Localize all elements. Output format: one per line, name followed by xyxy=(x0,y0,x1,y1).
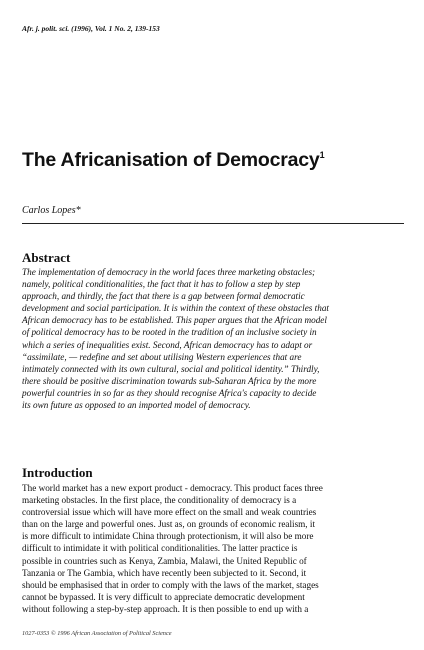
abstract-line: African democracy has to be established. This paper argues that the African model xyxy=(22,315,327,326)
intro-line: possible in countries such as Kenya, Zambia, Malawi, the United Republic of xyxy=(22,555,307,566)
intro-line: is more difficult to intimidate China through protectionism, it will also be more xyxy=(22,531,314,542)
abstract-line: intimately connected with its own cultural, social and political identity.” Thirdly, xyxy=(22,363,320,374)
paper-title-text: The Africanisation of Democracy xyxy=(22,149,320,171)
intro-line: difficult to intimidate it with political conditionalities. The latter practice is xyxy=(22,543,298,554)
author-name: Carlos Lopes* xyxy=(22,205,81,216)
intro-line: Tanzania or The Gambia, which have recently been subjected to it. Second, it xyxy=(22,567,307,578)
introduction-heading: Introduction xyxy=(22,465,93,480)
abstract-line: of political democracy has to be rooted in the tradition of an inclusive society in xyxy=(22,327,317,338)
abstract-line: The implementation of democracy in the world faces three marketing obstacles; xyxy=(22,267,316,277)
introduction-body xyxy=(22,482,404,615)
title-footnote-mark: 1 xyxy=(319,149,325,160)
abstract-line: namely, political conditionalities, the fact that it has to follow a step by step xyxy=(22,279,301,290)
copyright-footer: 1027-0353 © 1996 African Association of Political Science xyxy=(22,630,172,637)
intro-line: cannot be bypassed. It is very difficult to appreciate democratic development xyxy=(22,591,305,602)
paper-title xyxy=(22,149,324,172)
abstract-line: “assimilate, — redefine and set about utilising Western experiences that are xyxy=(22,351,302,362)
intro-line: The world market has a new export product - democracy. This product faces three xyxy=(22,483,323,493)
abstract-line: which a series of inequalities exist. Second, African democracy has to adapt or xyxy=(22,339,313,350)
abstract-line: powerful countries in so far as they should recognise Africa's capacity to decide xyxy=(22,387,317,398)
abstract-line: its own future as opposed to an imported model of democracy. xyxy=(22,400,251,411)
abstract-line: approach, and thirdly, the fact that there is a gap between formal democratic xyxy=(22,291,305,302)
abstract-line: there should be positive discrimination towards sub-Saharan Africa by the more xyxy=(22,375,317,386)
abstract-body xyxy=(22,266,404,411)
abstract-heading: Abstract xyxy=(22,250,71,265)
intro-line: without following a step-by-step approach. It is then possible to end up with a xyxy=(22,603,309,614)
header-divider xyxy=(22,223,404,224)
journal-reference: Afr. j. polit. sci. (1996), Vol. 1 No. 2, 139-153 xyxy=(22,24,160,33)
abstract-line: development and social participation. It is within the context of these obstacles that xyxy=(22,303,329,314)
intro-line: marketing obstacles. In the first place, the conditionality of democracy is a xyxy=(22,495,297,506)
intro-line: than on the large and powerful ones. Just as, on grounds of economic realism, it xyxy=(22,519,315,530)
intro-line: controversial issue which will have more effect on the small and weak countries xyxy=(22,507,317,518)
intro-line: should be emphasised that in order to comply with the laws of the market, stages xyxy=(22,579,319,590)
